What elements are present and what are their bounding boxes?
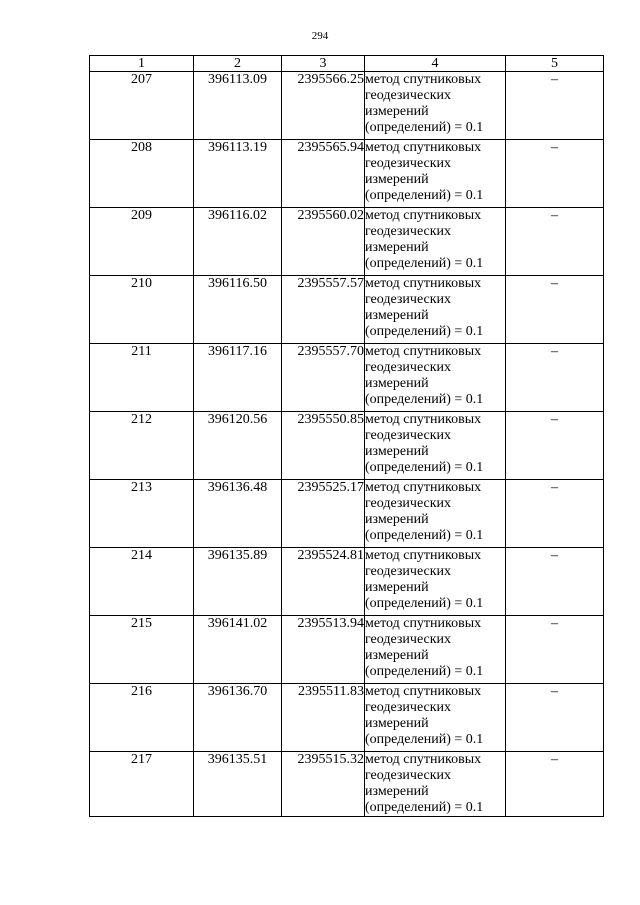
method-cell xyxy=(365,752,506,817)
method-line: метод спутниковых xyxy=(365,616,482,631)
y-coordinate-cell: 2395557.57 xyxy=(282,276,365,344)
header-col-3: 3 xyxy=(282,56,365,72)
table-row xyxy=(90,276,604,344)
header-col-1: 1 xyxy=(90,56,194,72)
point-number-cell: 213 xyxy=(90,480,194,548)
method-cell xyxy=(365,684,506,752)
method-line: метод спутниковых xyxy=(365,548,482,563)
method-cell xyxy=(365,208,506,276)
y-coordinate-cell: 2395511.83 xyxy=(282,684,365,752)
method-line: геодезических xyxy=(365,156,452,171)
method-line: измерений xyxy=(365,784,429,799)
page-number: 294 xyxy=(311,30,329,42)
y-coordinate-cell: 2395560.02 xyxy=(282,208,365,276)
method-line: измерений xyxy=(365,580,429,595)
x-coordinate-cell: 396120.56 xyxy=(194,412,282,480)
method-line: (определений) = 0.1 xyxy=(365,188,484,203)
method-line: геодезических xyxy=(365,88,452,103)
table-row xyxy=(90,72,604,140)
point-number-cell: 217 xyxy=(90,752,194,817)
coordinates-table xyxy=(89,55,604,817)
point-number-cell: 209 xyxy=(90,208,194,276)
method-line: измерений xyxy=(365,376,429,391)
method-cell xyxy=(365,480,506,548)
note-cell: – xyxy=(506,276,604,344)
method-line: измерений xyxy=(365,172,429,187)
method-line: геодезических xyxy=(365,632,452,647)
y-coordinate-cell: 2395525.17 xyxy=(282,480,365,548)
method-line: измерений xyxy=(365,716,429,731)
y-coordinate-cell: 2395550.85 xyxy=(282,412,365,480)
table-row xyxy=(90,684,604,752)
method-line: измерений xyxy=(365,240,429,255)
y-coordinate-cell: 2395566.25 xyxy=(282,72,365,140)
table-row xyxy=(90,412,604,480)
note-cell: – xyxy=(506,72,604,140)
method-line: метод спутниковых xyxy=(365,208,482,223)
y-coordinate-cell: 2395513.94 xyxy=(282,616,365,684)
method-cell xyxy=(365,344,506,412)
table-row xyxy=(90,752,604,817)
x-coordinate-cell: 396135.51 xyxy=(194,752,282,817)
point-number-cell: 212 xyxy=(90,412,194,480)
method-cell xyxy=(365,140,506,208)
table-header xyxy=(90,56,604,72)
method-line: (определений) = 0.1 xyxy=(365,664,484,679)
method-line: (определений) = 0.1 xyxy=(365,256,484,271)
method-cell xyxy=(365,548,506,616)
y-coordinate-cell: 2395557.70 xyxy=(282,344,365,412)
note-cell: – xyxy=(506,412,604,480)
method-cell xyxy=(365,276,506,344)
method-line: (определений) = 0.1 xyxy=(365,732,484,747)
x-coordinate-cell: 396117.16 xyxy=(194,344,282,412)
header-col-5: 5 xyxy=(506,56,604,72)
x-coordinate-cell: 396113.19 xyxy=(194,140,282,208)
method-line: метод спутниковых xyxy=(365,480,482,495)
method-line: геодезических xyxy=(365,428,452,443)
method-line: (определений) = 0.1 xyxy=(365,460,484,475)
method-cell xyxy=(365,412,506,480)
header-col-4: 4 xyxy=(365,56,506,72)
method-line: метод спутниковых xyxy=(365,412,482,427)
method-line: (определений) = 0.1 xyxy=(365,800,484,815)
method-line: метод спутниковых xyxy=(365,72,482,87)
header-row xyxy=(90,56,604,72)
method-line: (определений) = 0.1 xyxy=(365,392,484,407)
point-number-cell: 214 xyxy=(90,548,194,616)
method-line: измерений xyxy=(365,104,429,119)
x-coordinate-cell: 396135.89 xyxy=(194,548,282,616)
table-row xyxy=(90,548,604,616)
x-coordinate-cell: 396136.70 xyxy=(194,684,282,752)
note-cell: – xyxy=(506,344,604,412)
method-cell xyxy=(365,72,506,140)
method-line: геодезических xyxy=(365,768,452,783)
note-cell: – xyxy=(506,480,604,548)
method-line: (определений) = 0.1 xyxy=(365,120,484,135)
point-number-cell: 210 xyxy=(90,276,194,344)
note-cell: – xyxy=(506,616,604,684)
method-line: метод спутниковых xyxy=(365,752,482,767)
method-line: метод спутниковых xyxy=(365,684,482,699)
table-row xyxy=(90,480,604,548)
note-cell: – xyxy=(506,208,604,276)
note-cell: – xyxy=(506,140,604,208)
method-line: геодезических xyxy=(365,292,452,307)
note-cell: – xyxy=(506,684,604,752)
x-coordinate-cell: 396141.02 xyxy=(194,616,282,684)
note-cell: – xyxy=(506,548,604,616)
method-line: (определений) = 0.1 xyxy=(365,596,484,611)
x-coordinate-cell: 396136.48 xyxy=(194,480,282,548)
method-line: измерений xyxy=(365,512,429,527)
method-line: (определений) = 0.1 xyxy=(365,324,484,339)
method-line: метод спутниковых xyxy=(365,276,482,291)
y-coordinate-cell: 2395515.32 xyxy=(282,752,365,817)
point-number-cell: 216 xyxy=(90,684,194,752)
method-cell xyxy=(365,616,506,684)
point-number-cell: 215 xyxy=(90,616,194,684)
header-col-2: 2 xyxy=(194,56,282,72)
method-line: геодезических xyxy=(365,496,452,511)
method-line: измерений xyxy=(365,648,429,663)
method-line: измерений xyxy=(365,308,429,323)
method-line: геодезических xyxy=(365,564,452,579)
method-line: измерений xyxy=(365,444,429,459)
table-row xyxy=(90,140,604,208)
table-body xyxy=(90,72,604,817)
method-line: геодезических xyxy=(365,224,452,239)
method-line: метод спутниковых xyxy=(365,344,482,359)
method-line: (определений) = 0.1 xyxy=(365,528,484,543)
table-row xyxy=(90,616,604,684)
y-coordinate-cell: 2395565.94 xyxy=(282,140,365,208)
x-coordinate-cell: 396116.02 xyxy=(194,208,282,276)
table-row xyxy=(90,208,604,276)
point-number-cell: 211 xyxy=(90,344,194,412)
x-coordinate-cell: 396113.09 xyxy=(194,72,282,140)
method-line: метод спутниковых xyxy=(365,140,482,155)
point-number-cell: 208 xyxy=(90,140,194,208)
method-line: геодезических xyxy=(365,360,452,375)
note-cell: – xyxy=(506,752,604,817)
method-line: геодезических xyxy=(365,700,452,715)
table-row xyxy=(90,344,604,412)
point-number-cell: 207 xyxy=(90,72,194,140)
x-coordinate-cell: 396116.50 xyxy=(194,276,282,344)
y-coordinate-cell: 2395524.81 xyxy=(282,548,365,616)
